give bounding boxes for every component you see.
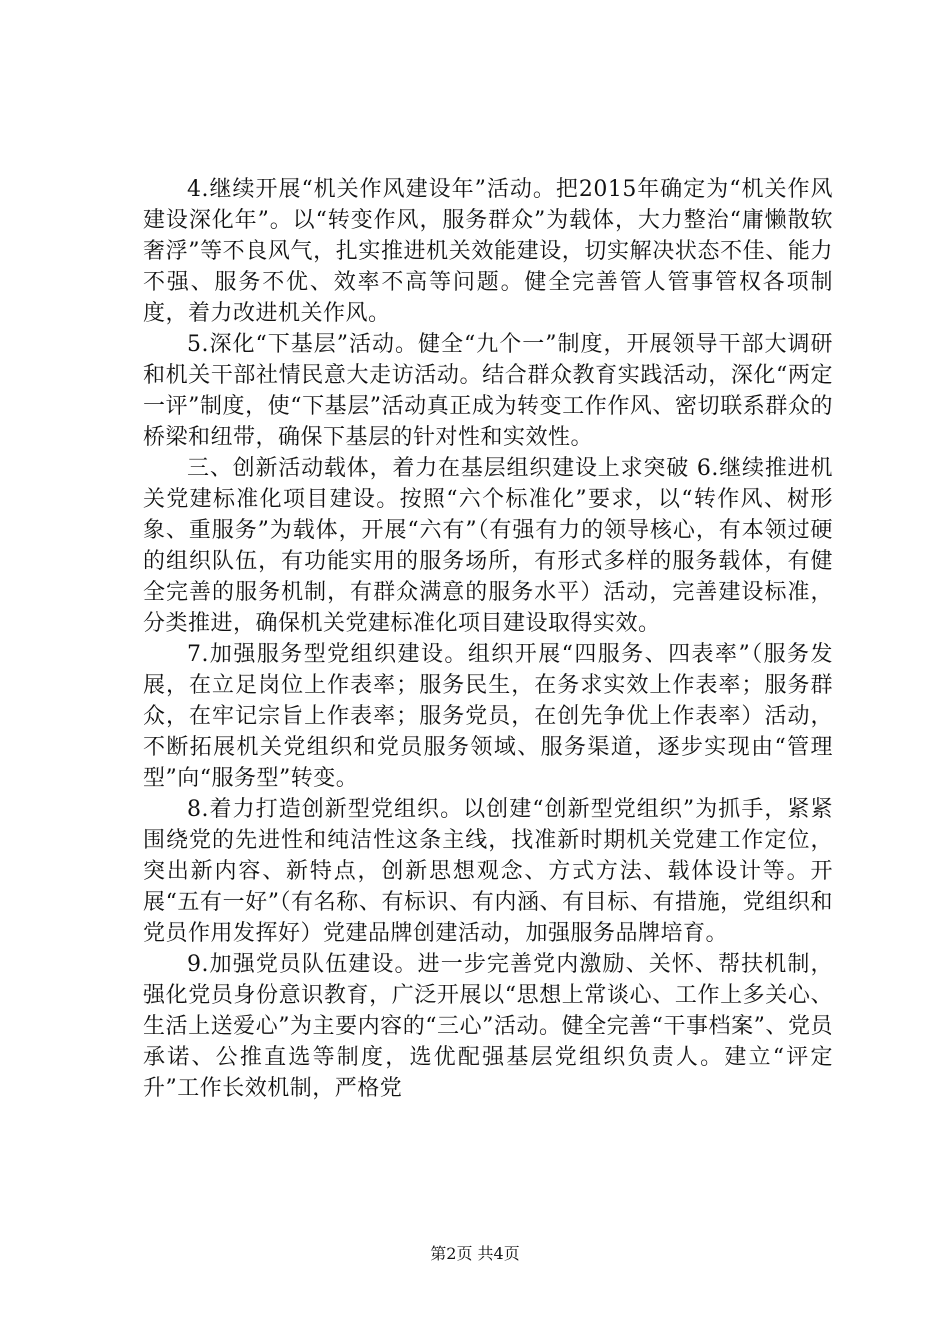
document-body xyxy=(143,174,833,1104)
page-footer xyxy=(0,1244,950,1264)
paragraph-section-3-and-item-6: 三、创新活动载体，着力在基层组织建设上求突破 6.继续推进机关党建标准化项目建设。按照“六个标准化”要求，以“转作风、树形象、重服务”为载体，开展“六有”（有强有力的领导核心，有本领过硬的组织队伍，有功能实用的服务场所，有形式多样的服务载体，有健全完善的服务机制，有群众满意的服务水平）活动，完善建设标准，分类推进，确保机关党建标准化项目建设取得实效。 xyxy=(143,456,833,636)
paragraph-item-9-member-team: 9.加强党员队伍建设。进一步完善党内激励、关怀、帮扶机制，强化党员身份意识教育，广泛开展以“思想上常谈心、工作上多关心、生活上送爱心”为主要内容的“三心”活动。健全完善“干事档案”、党员承诺、公推直选等制度，选优配强基层党组织负责人。建立“评定升”工作长效机制，严格党 xyxy=(143,952,833,1101)
paragraph-item-4-work-style-year: 4.继续开展“机关作风建设年”活动。把2015年确定为“机关作风建设深化年”。以“转变作风，服务群众”为载体，大力整治“庸懒散软奢浮”等不良风气，扎实推进机关效能建设，切实解决状态不佳、能力不强、服务不优、效率不高等问题。健全完善管人管事管权各项制度，着力改进机关作风。 xyxy=(143,177,833,326)
paragraph-item-8-innovative-party: 8.着力打造创新型党组织。以创建“创新型党组织”为抓手，紧紧围绕党的先进性和纯洁性这条主线，找准新时期机关党建工作定位，突出新内容、新特点，创新思想观念、方式方法、载体设计等。开展“五有一好”（有名称、有标识、有内涵、有目标、有措施，党组织和党员作用发挥好）党建品牌创建活动，加强服务品牌培育。 xyxy=(143,797,833,946)
page-number-label: 第2页 共4页 xyxy=(430,1244,520,1263)
paragraph-item-7-service-party: 7.加强服务型党组织建设。组织开展“四服务、四表率”（服务发展，在立足岗位上作表率；服务民生，在务求实效上作表率；服务群众，在牢记宗旨上作表率；服务党员，在创先争优上作表率）活动，不断拓展机关党组织和党员服务领域、服务渠道，逐步实现由“管理型”向“服务型”转变。 xyxy=(143,642,833,791)
paragraph-item-5-grassroots: 5.深化“下基层”活动。健全“九个一”制度，开展领导干部大调研和机关干部社情民意大走访活动。结合群众教育实践活动，深化“两定一评”制度，使“下基层”活动真正成为转变工作作风、密切联系群众的桥梁和纽带，确保下基层的针对性和实效性。 xyxy=(143,332,833,450)
